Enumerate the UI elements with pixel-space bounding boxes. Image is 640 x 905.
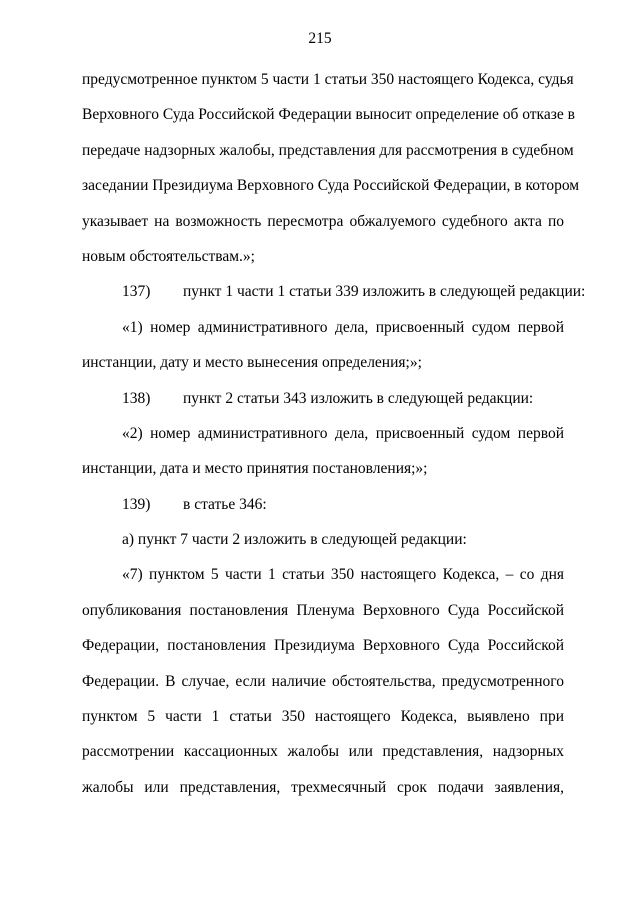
item-text: пункт 1 части 1 статьи 339 изложить в следующей редакции: bbox=[183, 283, 586, 301]
text-line: Верховного Суда Российской Федерации выносит определение об отказе в bbox=[82, 106, 575, 124]
item-number: 137) bbox=[122, 283, 151, 301]
item-text: пункт 2 статьи 343 изложить в следующей редакции: bbox=[183, 389, 534, 407]
text-line: рассмотрении кассационных жалобы или представления, надзорных bbox=[82, 743, 564, 761]
text-line: «2) номер административного дела, присвоенный судом первой bbox=[122, 424, 564, 442]
text-line: заседании Президиума Верховного Суда Российской Федерации, в котором bbox=[82, 177, 580, 195]
text-line: новым обстоятельствам.»; bbox=[82, 247, 255, 265]
list-item-139 bbox=[82, 487, 564, 522]
text-line: пунктом 5 части 1 статьи 350 настоящего Кодекса, выявлено при bbox=[82, 708, 564, 726]
text-line: «7) пунктом 5 части 1 статьи 350 настоящего Кодекса, – со дня bbox=[122, 566, 564, 584]
item-number: 139) bbox=[122, 495, 151, 513]
item-text: в статье 346: bbox=[183, 495, 267, 513]
item-number: 138) bbox=[122, 389, 151, 407]
text-line: опубликования постановления Пленума Верховного Суда Российской bbox=[82, 601, 564, 619]
text-line: жалобы или представления, трехмесячный срок подачи заявления, bbox=[82, 778, 564, 796]
page-number: 215 bbox=[308, 30, 332, 47]
text-line: инстанции, дата и место принятия постановления;»; bbox=[82, 460, 428, 478]
text-line: передаче надзорных жалобы, представления для рассмотрения в судебном bbox=[82, 141, 574, 159]
text-line: а) пункт 7 части 2 изложить в следующей редакции: bbox=[122, 531, 467, 549]
text-line: предусмотренное пунктом 5 части 1 статьи 350 настоящего Кодекса, судья bbox=[82, 71, 574, 88]
list-item-137 bbox=[82, 274, 586, 309]
text-line: Федерации. В случае, если наличие обстоятельства, предусмотренного bbox=[82, 672, 564, 690]
text-line: инстанции, дату и место вынесения определения;»; bbox=[82, 354, 422, 372]
text-line: указывает на возможность пересмотра обжалуемого судебного акта по bbox=[82, 212, 564, 230]
list-item-138 bbox=[82, 381, 564, 416]
text-line: Федерации, постановления Президиума Верховного Суда Российской bbox=[82, 637, 564, 655]
text-line: «1) номер административного дела, присвоенный судом первой bbox=[122, 318, 564, 336]
document-body bbox=[82, 62, 586, 805]
